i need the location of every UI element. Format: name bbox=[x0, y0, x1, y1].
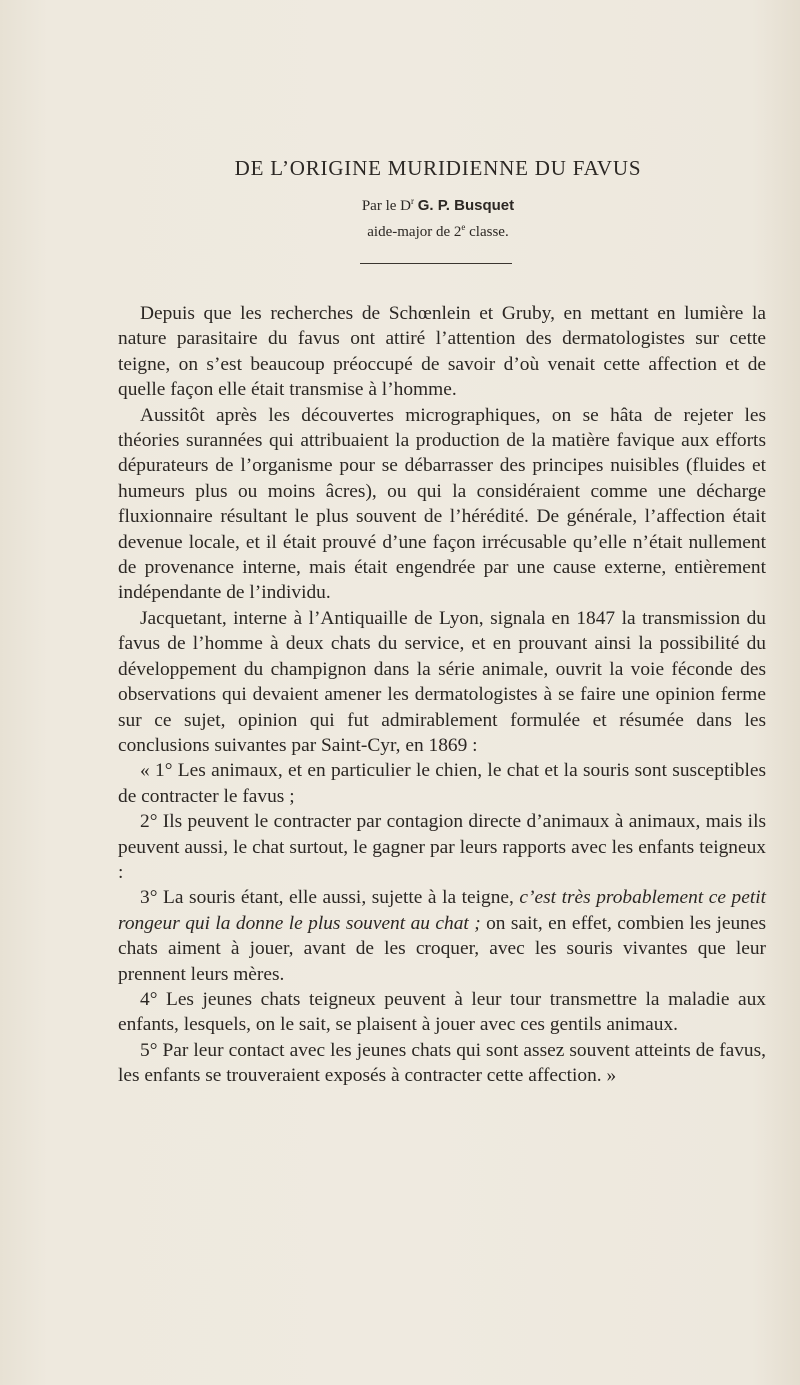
paragraph-8: 5° Par leur contact avec les jeunes chats qui sont assez souvent atteints de favus, les enfants se trouveraient exposés à contracter cette affection. » bbox=[118, 1039, 766, 1087]
author-rank bbox=[0, 224, 800, 241]
paragraph-6 bbox=[118, 885, 766, 987]
article-title: DE L’ORIGINE MURIDIENNE DU FAVUS bbox=[234, 156, 642, 180]
rank-suffix: classe. bbox=[465, 224, 509, 240]
paragraph-4: « 1° Les animaux, et en particulier le chien, le chat et la souris sont susceptibles de contracter le favus ; bbox=[118, 760, 766, 807]
paragraph-6-lead: 3° La souris étant, elle aussi, sujette à la teigne, bbox=[140, 887, 520, 909]
paragraph-5: 2° Ils peuvent le contracter par contagion directe d’animaux à animaux, mais ils peuvent aussi, le chat surtout, le gagner par leurs rapports avec les enfants teigneux : bbox=[118, 811, 766, 883]
paragraph-3: Jacquetant, interne à l’Antiquaille de Lyon, signala en 1847 la transmission du favus de l’homme à deux chats du service, et en prouvant ainsi la possibilité du développement du champignon dans la série animale, ouvrit la voie féconde des observations qui devaient amener les dermatologistes à se faire une opinion ferme sur ce sujet, opinion qui fut admirablement formulée et résumée dans les conclusions suivantes par Saint-Cyr, en 1869 : bbox=[118, 607, 766, 756]
byline-sup: r bbox=[410, 196, 414, 206]
paragraph-6-italic: c’est très probablement ce petit rongeur qui la donne le plus souvent au chat ; bbox=[118, 887, 766, 934]
paragraph-2: Aussitôt après les découvertes micrographiques, on se hâta de rejeter les théories surannées qui attribuaient la production de la matière favique aux efforts dépurateurs de l’organisme pour se débarrasser des principes nuisibles (fluides et humeurs plus ou moins âcres), ou qui la considéraient comme une décharge fluxionnaire résultant le plus souvent de l’hérédité. De générale, l’affection était devenue locale, et il était prouvé d’une façon irrécusable qu’elle n’était nullement de provenance interne, mais était engendrée par une cause externe, entièrement indépendante de l’individu. bbox=[118, 404, 766, 604]
paragraph-6-tail: on sait, en effet, combien les jeunes chats aiment à jouer, avant de les croquer, avec les souris vivantes que leur prennent leurs mères. bbox=[118, 912, 767, 985]
byline-prefix: Par le D bbox=[361, 198, 411, 214]
separator-rule bbox=[360, 263, 512, 264]
article-body bbox=[118, 301, 766, 1089]
author-byline bbox=[0, 197, 800, 215]
rank-prefix: aide-major de 2 bbox=[367, 224, 462, 240]
paragraph-7: 4° Les jeunes chats teigneux peuvent à leur tour transmettre la maladie aux enfants, lesquels, on le sait, se plaisent à jouer avec ces gentils animaux. bbox=[118, 988, 766, 1036]
paragraph-1: Depuis que les recherches de Schœnlein et Gruby, en mettant en lumière la nature parasitaire du favus ont attiré l’attention des dermatologistes sur cette teigne, on s’est beaucoup préoccupé de savoir d’où venait cette affection et de quelle façon elle était transmise à l’homme. bbox=[118, 303, 766, 401]
author-name: G. P. Busquet bbox=[417, 197, 515, 214]
rank-sup: e bbox=[461, 222, 466, 232]
